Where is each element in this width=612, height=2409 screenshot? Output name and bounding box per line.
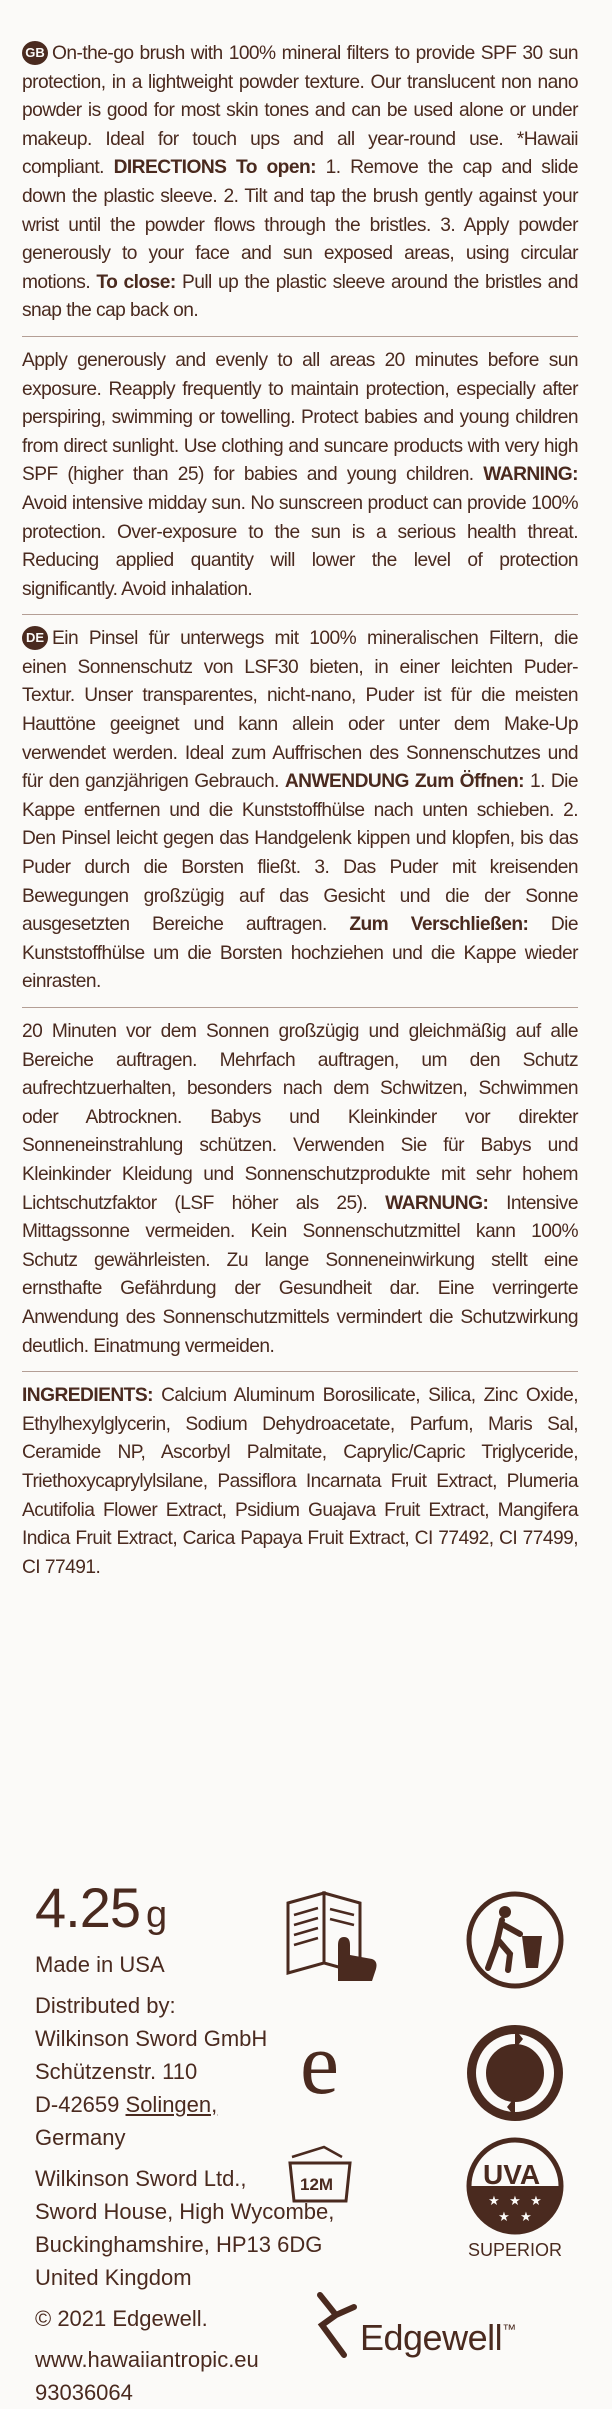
de-country: Germany xyxy=(35,2125,126,2150)
de-close-steps: Die Kunststoffhülse um die Borsten hochziehen und die Kappe wieder einrasten. xyxy=(22,914,579,993)
copyright: © 2021 Edgewell. xyxy=(35,2306,208,2331)
uk-region: Buckinghamshire, HP13 6DG xyxy=(35,2232,323,2257)
divider xyxy=(22,336,578,337)
gb-language-badge: GB xyxy=(22,41,48,65)
uk-company: Wilkinson Sword Ltd., xyxy=(35,2166,247,2191)
website: www.hawaiiantropic.eu xyxy=(35,2347,259,2372)
ingredients-list: Calcium Aluminum Borosilicate, Silica, Zinc Oxide, Ethylhexylglycerin, Sodium Dehydroacetate, Parfum, Maris Sal, Ceramide NP, Ascorbyl Palmitate, Caprylic/Capric Triglyceride, Triethoxycaprylylsilane, Passiflora Incarnata Fruit Extract, Plumeria Acutifolia Flower Extract, Psidium Guajava Fruit Extract, Mangifera Indica Fruit Extract, Carica Papaya Fruit Extract, CI 77492, CI 77499, CI 77491. xyxy=(22,1385,578,1578)
text-panel xyxy=(22,40,578,1582)
estimated-sign-icon: e xyxy=(300,2016,340,2113)
en-close-steps: Pull up the plastic sleeve around the bristles and snap the cap back on. xyxy=(22,271,578,322)
de-company: Wilkinson Sword GmbH xyxy=(35,2026,268,2051)
en-warning-paragraph xyxy=(22,347,578,604)
en-directions-paragraph xyxy=(22,40,578,326)
de-close-label: Zum Verschließen: xyxy=(349,914,529,936)
made-in: Made in USA xyxy=(35,1952,165,1977)
divider xyxy=(22,1007,578,1008)
product-code: 93036064 xyxy=(35,2380,133,2405)
weight-unit: g xyxy=(146,1894,167,1936)
svg-text:★: ★ xyxy=(488,2194,500,2209)
de-open-steps: 1. Die Kappe entfernen und die Kunststoffhülse nach unten schieben. 2. Den Pinsel leicht gegen das Handgelenk kippen und klopfen, bis das Puder durch die Borsten fließt. 3. Das Puder mit kreisenden Bewegungen großzügig auf das Gesicht und die der Sonne ausgesetzten Bereiche auftragen. xyxy=(22,771,578,936)
en-warning-text: Avoid intensive midday sun. No sunscreen product can provide 100% protection. Over-exposure to the sun is a serious health threat. Reducing applied quantity will lower the level of protection significantly. Avoid inhalation. xyxy=(22,492,578,600)
en-directions-label: DIRECTIONS To open: xyxy=(113,157,316,179)
de-city: Solingen, xyxy=(125,2092,218,2117)
de-language-badge: DE xyxy=(22,626,48,650)
en-warning-label: WARNING: xyxy=(483,464,578,486)
ingredients-label: INGREDIENTS: xyxy=(22,1385,153,1407)
weight-value: 4.25 xyxy=(35,1876,140,1939)
de-warning-label: WARNUNG: xyxy=(385,1192,489,1214)
de-directions-label: ANWENDUNG Zum Öffnen: xyxy=(284,771,525,793)
divider xyxy=(22,614,578,615)
divider xyxy=(22,1371,578,1372)
distributor-label: Distributed by: xyxy=(35,1993,176,2018)
en-open-steps: 1. Remove the cap and slide down the plastic sleeve. 2. Tilt and tap the brush gently against your wrist until the powder flows through the bristles. 3. Apply powder generously to your face and sun exposed areas, using circular motions. xyxy=(22,157,579,293)
ingredients-paragraph xyxy=(22,1382,578,1582)
de-street: Schützenstr. 110 xyxy=(35,2059,198,2084)
green-dot-icon xyxy=(465,2023,565,2123)
uva-label: UVA xyxy=(483,2159,541,2190)
de-zip: D-42659 xyxy=(35,2092,126,2117)
read-instructions-icon xyxy=(280,1885,380,1985)
uk-country: United Kingdom xyxy=(35,2265,192,2290)
brand-name: Edgewell xyxy=(360,2317,503,2358)
de-usage: 20 Minuten vor dem Sonnen großzügig und gleichmäßig auf alle Bereiche auftragen. Mehrfach auftragen, um den Schutz aufrechtzuerhalten, besonders nach dem Schwitzen, Schwimmen oder Abtrocknen. Babys und Kleinkinder vor direkter Sonneneinstrahlung schützen. Verwenden Sie für Babys und Kleinkinder Kleidung und Sonnenschutzprodukte mit sehr hohem Lichtschutzfaktor (LSF höher als 25). xyxy=(22,1021,578,1214)
svg-text:★: ★ xyxy=(530,2194,542,2209)
edgewell-leaf-icon xyxy=(308,2285,363,2360)
svg-text:★: ★ xyxy=(509,2194,521,2209)
symbols-area xyxy=(280,1875,600,2385)
uk-street: Sword House, High Wycombe, xyxy=(35,2199,335,2224)
de-intro: Ein Pinsel für unterwegs mit 100% mineralischen Filtern, die einen Sonnenschutz von LSF30 bieten, in einer leichten Puder-Textur. Unser transparentes, nicht-nano, Puder ist für die meisten Hauttöne geeignet und kann allein oder unter dem Make-Up verwendet werden. Ideal zum Auffrischen des Sonnenschutzes und für den ganzjährigen Gebrauch. xyxy=(22,628,578,793)
de-warning-text: Intensive Mittagssonne vermeiden. Kein Sonnenschutzmittel kann 100% Schutz gewährleisten. Zu lange Sonneneinwirkung stellt eine ernsthafte Gefährdung der Gesundheit dar. Eine verringerte Anwendung des Sonnenschutzmittels vermindert die Schutzwirkung deutlich. Einatmung vermeiden. xyxy=(22,1192,578,1357)
pao-label: 12M xyxy=(300,2175,334,2194)
de-directions-paragraph xyxy=(22,625,578,997)
en-usage: Apply generously and evenly to all areas 20 minutes before sun exposure. Reapply frequently to maintain protection, especially after perspiring, swimming or towelling. Protect babies and young children from direct sunlight. Use clothing and suncare products with very high SPF (higher than 25) for babies and young children. xyxy=(22,349,578,486)
de-warning-paragraph xyxy=(22,1018,578,1361)
en-close-label: To close: xyxy=(96,271,176,293)
svg-text:★: ★ xyxy=(498,2210,510,2225)
uva-superior-label: SUPERIOR xyxy=(468,2240,563,2260)
svg-text:★: ★ xyxy=(520,2210,532,2225)
tidyman-icon xyxy=(460,1890,570,1990)
en-intro: On-the-go brush with 100% mineral filters to provide SPF 30 sun protection, in a lightweight powder texture. Our translucent non nano powder is good for most skin tones and can be used alone or under makeup. Ideal for touch ups and all year-round use. *Hawaii compliant. xyxy=(22,43,578,179)
brand-tm: ™ xyxy=(502,2321,516,2337)
edgewell-logo xyxy=(360,2317,516,2359)
